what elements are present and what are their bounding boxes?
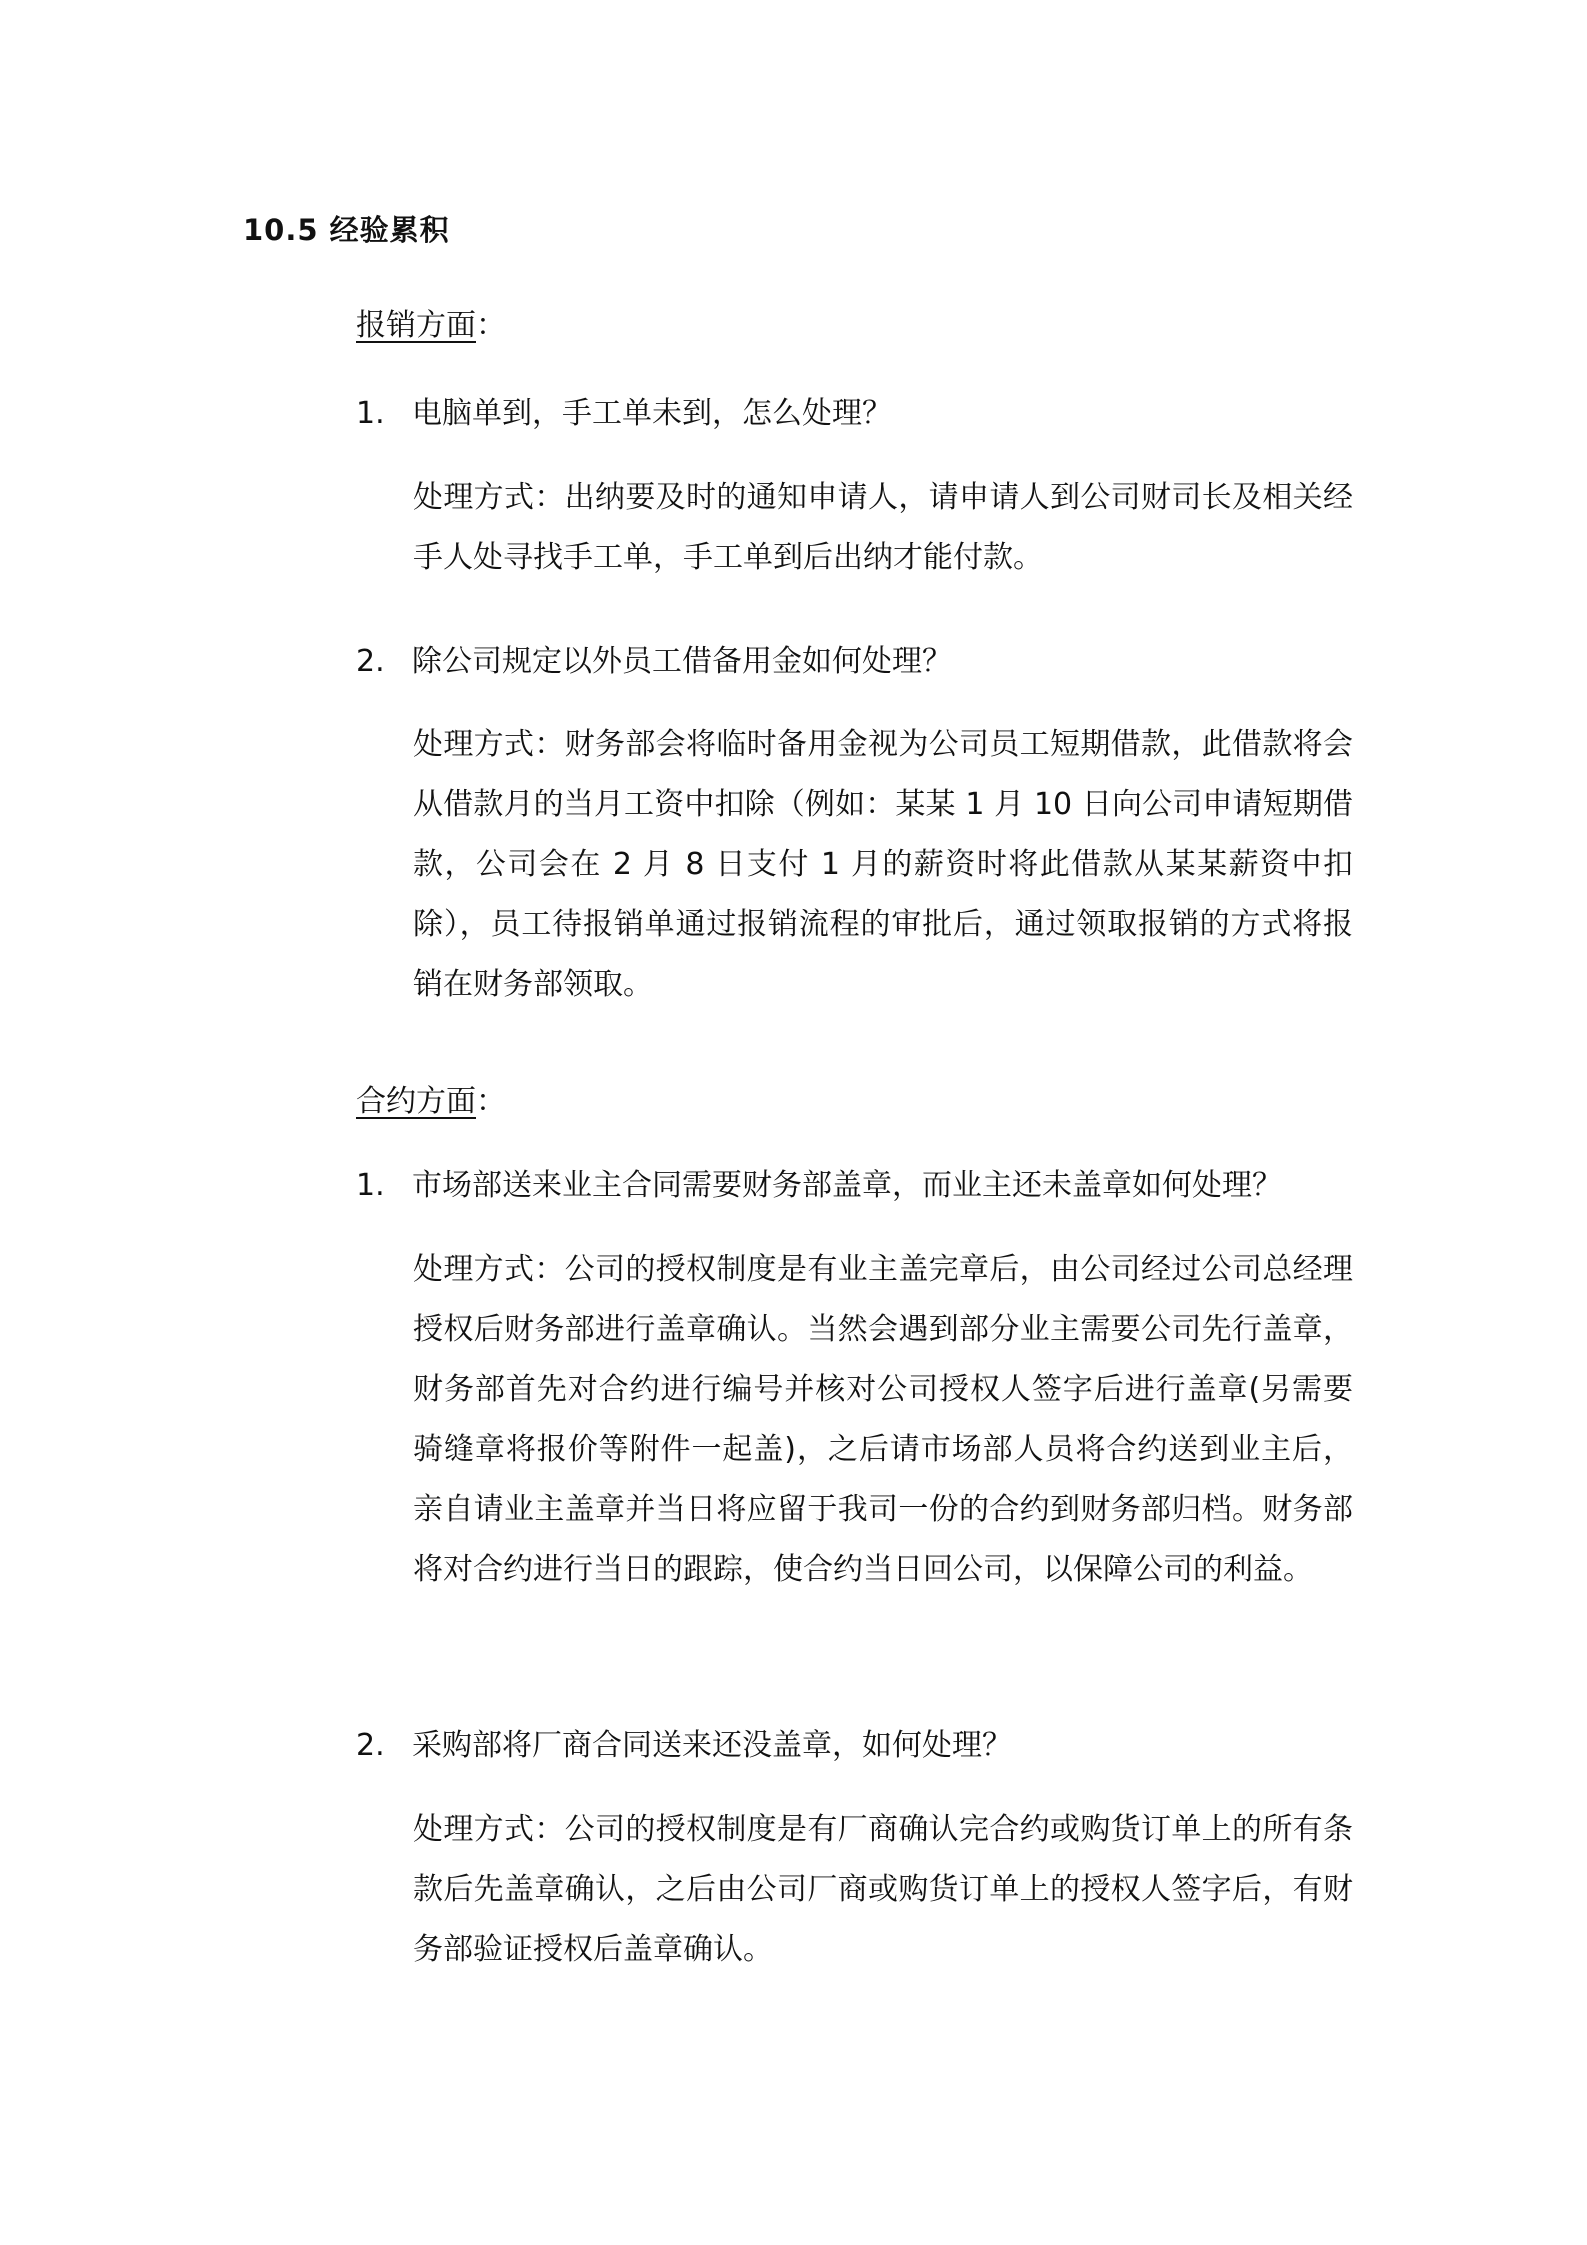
answer-paragraph: 处理方式：公司的授权制度是有业主盖完章后，由公司经过公司总经理授权后财务部进行盖章确认。当然会遇到部分业主需要公司先行盖章，财务部首先对合约进行编号并核对公司授权人签字后进行盖章(另需要骑缝章将报价等附件一起盖)，之后请市场部人员将合约送到业主后，亲自请业主盖章并当日将应留于我司一份的合约到财务部归档。财务部将对合约进行当日的跟踪，使合约当日回公司，以保障公司的利益。 — [413, 1252, 1354, 1587]
heading-colon: ： — [476, 1084, 506, 1119]
question-text: 采购部将厂商合同送来还没盖章，如何处理？ — [412, 1728, 1012, 1763]
subsection-heading-text: 报销方面 — [356, 308, 476, 343]
answer-paragraph: 处理方式：出纳要及时的通知申请人，请申请人到公司财司长及相关经手人处寻找手工单，手工单到后出纳才能付款。 — [413, 480, 1353, 575]
question-text: 市场部送来业主合同需要财务部盖章，而业主还未盖章如何处理？ — [412, 1168, 1282, 1203]
question-number: 1. — [356, 396, 385, 431]
question-number: 2. — [356, 644, 385, 679]
question-number: 2. — [356, 1728, 385, 1763]
question-text: 电脑单到，手工单未到，怎么处理？ — [412, 396, 892, 431]
question-text: 除公司规定以外员工借备用金如何处理？ — [412, 644, 952, 679]
section-title: 10.5 经验累积 — [243, 213, 450, 247]
question-item — [356, 1720, 1012, 1764]
question-item — [356, 636, 952, 680]
subsection-heading-reimbursement — [356, 300, 506, 344]
question-item — [356, 388, 892, 432]
answer-paragraph: 处理方式：公司的授权制度是有厂商确认完合约或购货订单上的所有条款后先盖章确认，之后由公司厂商或购货订单上的授权人签字后，有财务部验证授权后盖章确认。 — [413, 1812, 1353, 1967]
subsection-heading-contracts — [356, 1076, 506, 1120]
answer-paragraph: 处理方式：财务部会将临时备用金视为公司员工短期借款，此借款将会从借款月的当月工资中扣除（例如：某某 1 月 10 日向公司申请短期借款，公司会在 2 月 8 日支付 1 月的薪资时将此借款从某某薪资中扣除），员工待报销单通过报销流程的审批后，通过领取报销的方式将报销在财务部领取。 — [413, 727, 1353, 1002]
subsection-heading-text: 合约方面 — [356, 1084, 476, 1119]
question-item — [356, 1160, 1282, 1204]
question-number: 1. — [356, 1168, 385, 1203]
heading-colon: ： — [476, 308, 506, 343]
